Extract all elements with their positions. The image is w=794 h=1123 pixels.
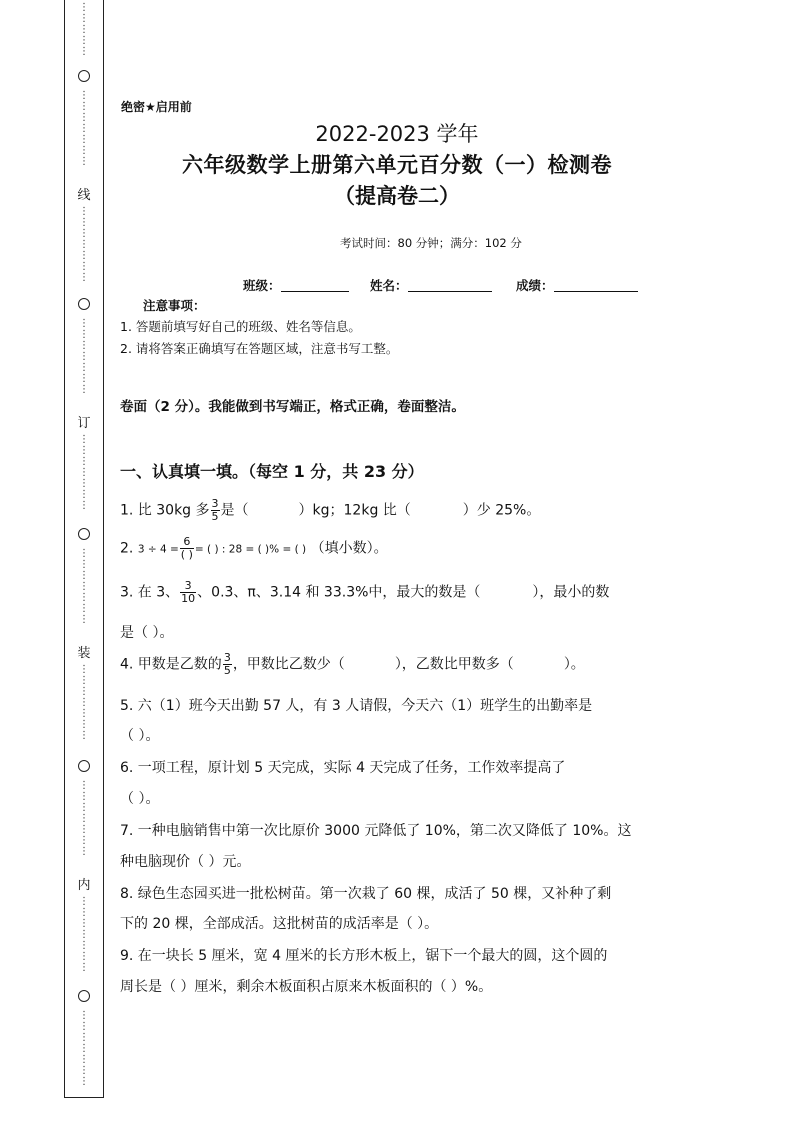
q3-text-a: 3. 在 3、 [120,584,180,601]
question-5-line-1: 5. 六（1）班今天出勤 57 人，有 3 人请假，今天六（1）班学生的出勤率是 [120,698,593,714]
binding-hole [78,990,90,1002]
q2-fraction [180,536,194,561]
q4-frac-den: 5 [223,664,231,677]
question-4 [120,652,585,677]
binding-hole [78,298,90,310]
question-1 [120,498,540,523]
binding-char-ding: 订 [77,416,91,431]
binding-dots: ⋮ ⋮ ⋮ ⋮ ⋮ ⋮ ⋮ [79,1010,89,1087]
binding-dots: ⋮ ⋮ ⋮ ⋮ ⋮ ⋮ ⋮ [79,318,89,395]
exam-year: 2022-2023 学年 [315,122,479,146]
q4-text-a: 4. 甲数是乙数的 [120,656,222,673]
q4-fraction [223,652,232,677]
q2-frac-num: 6 [180,536,194,549]
binding-char-nei: 内 [77,878,91,893]
question-3-line-2: 是（ ）。 [120,625,174,641]
exam-subtitle: （提高卷二） [334,184,460,208]
q4-frac-num: 3 [223,651,231,664]
q1-text-b: 是（ [220,502,249,519]
class-field [243,276,349,294]
q1-text-d: ）少 25%。 [462,502,541,519]
q4-text-d: ）。 [563,656,585,673]
q2-number: 2. [120,540,134,557]
q1-frac-num: 3 [211,497,219,510]
question-9-line-1: 9. 在一块长 5 厘米，宽 4 厘米的长方形木板上，锯下一个最大的圆，这个圆的 [120,948,608,964]
note-item: 2. 请将答案正确填写在答题区域，注意书写工整。 [120,341,399,356]
score-label: 成绩： [516,278,554,293]
q1-frac-den: 5 [211,510,219,523]
q1-text-c: ）kg；12kg 比（ [298,502,411,519]
neatness-statement: 卷面（2 分）。我能做到书写端正，格式正确，卷面整洁。 [120,399,465,415]
binding-dots: ⋮ ⋮ ⋮ ⋮ ⋮ ⋮ ⋮ [79,548,89,625]
class-label: 班级： [243,278,281,293]
exam-title: 六年级数学上册第六单元百分数（一）检测卷 [182,153,612,177]
question-9-line-2: 周长是（ ）厘米，剩余木板面积占原来木板面积的（ ）%。 [120,979,493,995]
name-blank[interactable] [408,278,492,292]
binding-dots: ⋮ ⋮ ⋮ ⋮ ⋮ ⋮ ⋮ [79,896,89,973]
binding-dots: ⋮ ⋮ ⋮ ⋮ ⋮ [79,2,89,57]
binding-hole [78,760,90,772]
question-8-line-2: 下的 20 棵，全部成活。这批树苗的成活率是（ ）。 [120,916,439,932]
q1-text-a: 1. 比 30kg 多 [120,502,210,519]
question-6-line-1: 6. 一项工程，原计划 5 天完成，实际 4 天完成了任务，工作效率提高了 [120,760,566,776]
question-5-line-2: （ ）。 [120,728,160,744]
binding-dots: ⋮ ⋮ ⋮ ⋮ ⋮ ⋮ ⋮ [79,434,89,511]
binding-char-zhuang: 装 [77,646,91,661]
section-heading: 一、认真填一填。（每空 1 分，共 23 分） [120,462,424,481]
score-field [516,276,638,294]
question-2 [120,536,388,561]
binding-char-line: 线 [77,188,91,203]
q3-fraction [180,580,196,605]
binding-hole [78,528,90,540]
q1-fraction [211,498,220,523]
q3-text-b: 、0.3̇、π、3.14 和 33.3%中，最大的数是（ [197,584,481,601]
q4-text-b: ，甲数比乙数少（ [232,656,345,673]
q4-text-c: ），乙数比甲数多（ [394,656,514,673]
q2-expression: 3 ÷ 4 = [137,543,179,556]
binding-dots: ⋮ ⋮ ⋮ ⋮ ⋮ ⋮ ⋮ [79,664,89,741]
name-field [370,276,492,294]
binding-hole [78,70,90,82]
q2-rest: = ( ) : 28 = ( )% = ( ) [194,543,307,556]
q3-frac-den: 10 [181,592,196,605]
binding-dots: ⋮ ⋮ ⋮ ⋮ ⋮ ⋮ ⋮ [79,206,89,283]
exam-info: 考试时间：80 分钟；满分：102 分 [340,236,522,250]
q2-tail: （填小数）。 [310,540,388,557]
note-item: 1. 答题前填写好自己的班级、姓名等信息。 [120,319,361,334]
notes-heading: 注意事项： [143,298,206,313]
q3-frac-num: 3 [180,580,196,593]
q2-frac-den: ( ) [180,548,193,561]
class-blank[interactable] [281,278,349,292]
question-7-line-2: 种电脑现价（ ）元。 [120,854,251,870]
secret-label: 绝密★启用前 [121,100,192,114]
question-6-line-2: （ ）。 [120,791,160,807]
binding-dots: ⋮ ⋮ ⋮ ⋮ ⋮ ⋮ ⋮ [79,780,89,857]
question-7-line-1: 7. 一种电脑销售中第一次比原价 3000 元降低了 10%，第二次又降低了 10%。这 [120,823,632,839]
score-blank[interactable] [554,278,638,292]
name-label: 姓名： [370,278,408,293]
question-8-line-1: 8. 绿色生态园买进一批松树苗。第一次栽了 60 棵，成活了 50 棵，又补种了剩 [120,886,612,902]
q3-text-c: ），最小的数 [532,584,610,601]
question-3 [120,580,609,605]
binding-dots: ⋮ ⋮ ⋮ ⋮ ⋮ ⋮ ⋮ [79,90,89,167]
